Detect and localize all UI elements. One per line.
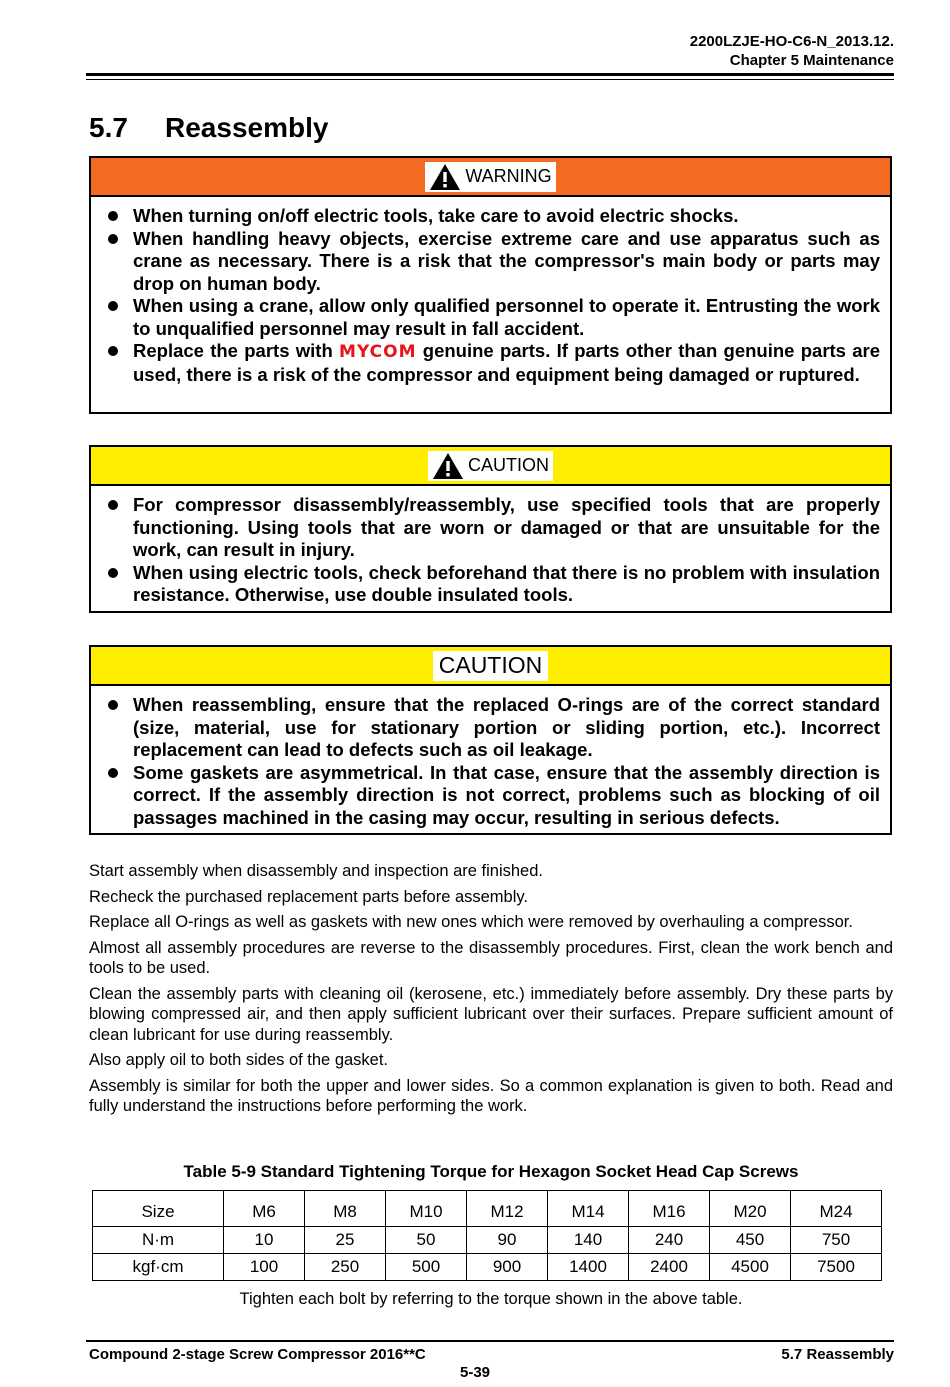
table-cell: 750 [791, 1227, 882, 1254]
table-header-row [93, 1191, 882, 1227]
caution-item: When using electric tools, check beforehand that there is no problem with insulation resistance. Otherwise, use double insulated tools. [101, 562, 880, 607]
table-cell: 7500 [791, 1254, 882, 1281]
table-cell: 25 [305, 1227, 386, 1254]
caution-label: CAUTION [468, 455, 549, 475]
caution-list-1 [91, 486, 890, 613]
table-cell: 900 [467, 1254, 548, 1281]
caution-triangle-icon [432, 452, 464, 480]
warning-sign [425, 162, 555, 192]
header-rule [86, 73, 894, 76]
table-header-cell: M10 [386, 1191, 467, 1227]
warning-bar [91, 158, 890, 197]
footer-rule [86, 1340, 894, 1342]
table-cell: 10 [224, 1227, 305, 1254]
body-text [89, 861, 893, 1122]
table-cell: 2400 [629, 1254, 710, 1281]
warning-label: WARNING [465, 166, 552, 186]
warning-item-text: Replace the parts with [133, 340, 333, 361]
table-caption: Table 5-9 Standard Tightening Torque for Hexagon Socket Head Cap Screws [183, 1162, 799, 1181]
body-paragraph: Also apply oil to both sides of the gasket. [89, 1051, 389, 1069]
table-row [93, 1227, 882, 1254]
doc-id: 2200LZJE-HO-C6-N_2013.12. [689, 33, 894, 50]
warning-item: When handling heavy objects, exercise extreme care and use apparatus such as crane as necessary. There is a risk that the compressor's main body or parts may drop on human body. [101, 228, 880, 296]
table-cell: 90 [467, 1227, 548, 1254]
header-rule-thin [86, 79, 894, 80]
table-cell: 250 [305, 1254, 386, 1281]
page-number: 5-39 [459, 1364, 491, 1381]
table-cell: 1400 [548, 1254, 629, 1281]
footer-section: 5.7 Reassembly [781, 1346, 894, 1363]
table-cell: 240 [629, 1227, 710, 1254]
body-paragraph: Assembly is similar for both the upper and lower sides. So a common explanation is given to both. Read and fully understand the instructions before performing the work. [89, 1076, 893, 1115]
caution-box-1 [89, 445, 892, 613]
footer-doc-title: Compound 2-stage Screw Compressor 2016**C [89, 1346, 426, 1363]
warning-item: When turning on/off electric tools, take care to avoid electric shocks. [101, 205, 880, 228]
caution-item: When reassembling, ensure that the replaced O-rings are of the correct standard (size, material, use for stationary portion or sliding portion, etc.). Incorrect replacement can lead to defects such as oil leakage. [101, 694, 880, 762]
caution-sign [433, 651, 549, 681]
warning-triangle-icon [429, 163, 461, 191]
caution-bar [91, 447, 890, 486]
table-header-cell: M24 [791, 1191, 882, 1227]
caution-list-2 [91, 686, 890, 835]
table-header-cell: M16 [629, 1191, 710, 1227]
caution-box-2 [89, 645, 892, 835]
table-row [93, 1254, 882, 1281]
section-heading: Reassembly [165, 112, 329, 143]
table-header-cell: M14 [548, 1191, 629, 1227]
mycom-logo: MYCOM [339, 342, 417, 362]
table-header-cell: Size [93, 1191, 224, 1227]
body-paragraph: Clean the assembly parts with cleaning oil (kerosene, etc.) immediately before assembly. Dry these parts by blowing compressed air, and then apply sufficient lubricant over their surfaces. Prepare sufficient amount of clean lubricant for use during reassembly. [89, 984, 893, 1044]
page-header [690, 32, 894, 70]
body-paragraph: Almost all assembly procedures are reverse to the disassembly procedures. First, clean the work bench and tools to be used. [89, 938, 893, 977]
table-cell: 140 [548, 1227, 629, 1254]
table-cell: 100 [224, 1254, 305, 1281]
table-header-cell: M8 [305, 1191, 386, 1227]
chapter-label: Chapter 5 Maintenance [729, 52, 894, 69]
caution-item: Some gaskets are asymmetrical. In that case, ensure that the assembly direction is correct. If the assembly direction is not correct, problems such as blocking of oil passages machined in the casing may occur, resulting in serious defects. [101, 762, 880, 830]
table-note: Tighten each bolt by referring to the torque shown in the above table. [239, 1290, 743, 1308]
section-title [89, 112, 328, 144]
caution-sign [428, 451, 553, 481]
table-cell: N·m [93, 1227, 224, 1254]
caution-bar [91, 647, 890, 686]
table-cell: kgf·cm [93, 1254, 224, 1281]
caution-label: CAUTION [438, 652, 543, 678]
body-paragraph: Start assembly when disassembly and inspection are finished. [89, 862, 543, 880]
table-header-cell: M6 [224, 1191, 305, 1227]
table-header-cell: M20 [710, 1191, 791, 1227]
body-paragraph: Replace all O-rings as well as gaskets with new ones which were removed by overhauling a compressor. [89, 913, 853, 931]
warning-item-text: genuine parts. If parts other than genuine parts are used, there is a risk of the compressor and equipment being damaged or ruptured. [133, 340, 881, 385]
table-cell: 4500 [710, 1254, 791, 1281]
warning-item: When using a crane, allow only qualified personnel to operate it. Entrusting the work to unqualified personnel may result in fall accident. [101, 295, 880, 340]
section-number: 5.7 [89, 112, 128, 143]
table-cell: 450 [710, 1227, 791, 1254]
table-cell: 500 [386, 1254, 467, 1281]
torque-table [92, 1190, 882, 1281]
table-header-cell: M12 [467, 1191, 548, 1227]
warning-box [89, 156, 892, 414]
warning-list [91, 197, 890, 392]
table-cell: 50 [386, 1227, 467, 1254]
body-paragraph: Recheck the purchased replacement parts before assembly. [89, 887, 529, 906]
caution-item: For compressor disassembly/reassembly, use specified tools that are properly functioning. Using tools that are worn or damaged or that are unsuitable for the work, can result in injury. [101, 494, 880, 562]
warning-item [101, 340, 880, 386]
